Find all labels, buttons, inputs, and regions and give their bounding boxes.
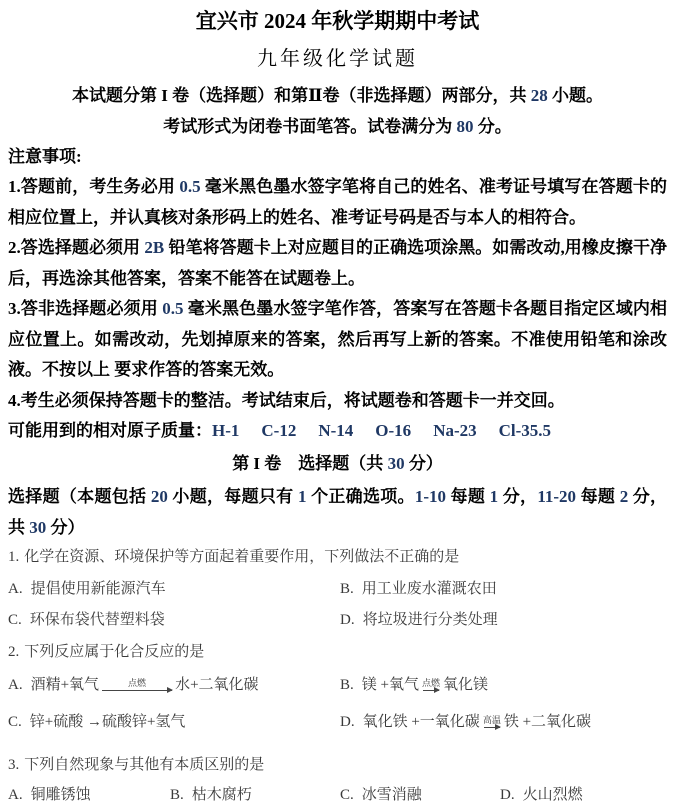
section-desc-text: 小题，每题只有	[167, 487, 299, 506]
question-1-options-row-2	[8, 605, 667, 636]
notice-number: 2B	[144, 238, 165, 257]
equation-rhs: 氧化镁	[443, 677, 489, 693]
option-label: C.	[8, 612, 22, 628]
atomic-mass-value: Cl-35.5	[498, 421, 552, 440]
equation-lhs: 酒精+氧气	[30, 677, 100, 693]
notice-heading: 注意事项:	[8, 147, 82, 166]
option-label: A.	[8, 581, 23, 597]
question-text: 化学在资源、环境保护等方面起着重要作用，下列做法不正确的是	[24, 549, 460, 565]
option-3c	[340, 780, 500, 811]
intro-number: 28	[530, 86, 548, 105]
question-2-stem	[8, 638, 667, 667]
option-label: C.	[340, 787, 354, 803]
section-heading-text: 分）	[404, 454, 443, 473]
question-3-stem	[8, 751, 667, 780]
question-2-options-row-2	[8, 704, 667, 741]
notice-item-2	[8, 233, 667, 294]
notice-number: 0.5	[162, 299, 184, 318]
notice-text: 2.答选择题必须用	[8, 238, 145, 257]
atomic-mass-value: C-12	[261, 421, 297, 440]
notice-item-1	[8, 172, 667, 233]
question-number: 2.	[8, 644, 20, 660]
option-2d	[340, 704, 667, 741]
question-text: 下列自然现象与其他有本质区别的是	[24, 757, 265, 773]
option-label: B.	[340, 581, 354, 597]
intro-number: 80	[456, 117, 474, 136]
page-title: 宜兴市 2024 年秋学期期中考试	[195, 9, 480, 33]
equation-lhs: 氧化铁 +一氧化碳	[362, 714, 480, 730]
intro-text: 小题。	[547, 86, 603, 105]
atomic-mass-value: H-1	[212, 421, 240, 440]
option-label: D.	[500, 787, 515, 803]
intro-text: 考试形式为闭卷书面笔答。试卷满分为	[163, 117, 457, 136]
option-text: 铜雕锈蚀	[30, 787, 91, 803]
section-desc-text: 选择题（本题包括	[8, 487, 151, 506]
option-3d	[500, 780, 667, 811]
option-label: B.	[340, 677, 354, 693]
arrow-line	[102, 690, 172, 692]
option-label: D.	[340, 714, 355, 730]
section-heading-number: 30	[387, 454, 405, 473]
option-label: B.	[170, 787, 184, 803]
option-label: C.	[8, 714, 22, 730]
option-1b	[340, 574, 667, 605]
section-desc	[8, 481, 667, 543]
notice-number: 0.5	[179, 177, 201, 196]
equation-rhs: 水+二氧化碳	[175, 677, 259, 693]
option-text: 枯木腐朽	[191, 787, 252, 803]
atomic-mass-line	[8, 416, 667, 446]
option-text: 将垃圾进行分类处理	[362, 612, 498, 628]
atomic-mass-value: N-14	[318, 421, 354, 440]
section-desc-text: 每题	[576, 487, 620, 506]
section-desc-number: 20	[150, 487, 168, 506]
option-1a	[8, 574, 340, 605]
intro-line-2	[8, 111, 667, 142]
notice-item-4: 4.考生必须保持答题卡的整洁。考试结束后，将试题卷和答题卡一并交回。	[8, 390, 565, 410]
question-text: 下列反应属于化合反应的是	[24, 644, 205, 660]
section-desc-number: 30	[29, 518, 47, 537]
question-number: 1.	[8, 549, 20, 565]
notice-item-3	[8, 294, 667, 386]
section-desc-text: 分）	[46, 518, 85, 537]
intro-line-1	[8, 80, 667, 111]
notice-text: 毫米黑色墨水签字笔作答，答案写在答题卡各题目指定区域内相应位置上。如需改动，先划掉原来的答案，然后再写上新的答案。不准使用铅笔和涂改液。不按以上 要求作答的答案无效。	[8, 299, 668, 379]
reaction-arrow	[483, 715, 501, 729]
reaction-condition: 点燃	[421, 677, 440, 688]
question-2-options-row-1	[8, 667, 667, 704]
reaction-condition: 高温	[482, 714, 501, 725]
option-label: D.	[340, 612, 355, 628]
atomic-mass-value: Na-23	[433, 421, 477, 440]
option-2b	[340, 667, 667, 704]
section-heading-text: 第 I 卷 选择题（共	[232, 454, 388, 473]
option-text: 提倡使用新能源汽车	[30, 581, 166, 597]
option-2c	[8, 704, 340, 741]
section-heading	[8, 446, 667, 481]
atomic-mass-label: 可能用到的相对原子质量：	[8, 421, 212, 440]
notice-text: 1.答题前，考生务必用	[8, 177, 180, 196]
section-desc-text: 分，共	[8, 487, 668, 537]
option-text: 环保布袋代替塑料袋	[29, 612, 165, 628]
option-label: A.	[8, 787, 23, 803]
arrow-line	[484, 727, 500, 729]
question-1-options-row-1	[8, 574, 667, 605]
option-text: 冰雪消融	[361, 787, 422, 803]
option-3a	[8, 780, 170, 811]
intro-text: 本试题分第 I 卷（选择题）和第Ⅱ卷（非选择题）两部分，共	[72, 86, 531, 105]
section-desc-number: 1	[489, 487, 499, 506]
option-1d	[340, 605, 667, 636]
atomic-mass-value: O-16	[375, 421, 412, 440]
option-2a	[8, 667, 340, 704]
notice-text: 铅笔将答题卡上对应题目的正确选项涂黑。如需改动,用橡皮擦干净后，再选涂其他答案，答案不能答在试题卷上。	[8, 238, 668, 288]
reaction-arrow	[422, 678, 440, 692]
option-text: 火山烈燃	[522, 787, 583, 803]
reaction-condition: 点燃	[128, 677, 147, 688]
option-3b	[170, 780, 340, 811]
equation-lhs: 镁 +氧气	[361, 677, 419, 693]
intro-text: 分。	[473, 117, 512, 136]
notice-text: 毫米黑色墨水签字笔将自己的姓名、准考证号填写在答题卡的相应位置上，并认真核对条形码上的姓名、准考证号码是否与本人的相符合。	[8, 177, 668, 227]
section-desc-number: 11-20	[537, 487, 577, 506]
section-desc-number: 1-10	[414, 487, 446, 506]
option-1c	[8, 605, 340, 636]
question-1-stem	[8, 543, 667, 572]
section-desc-text: 每题	[446, 487, 490, 506]
section-desc-number: 2	[619, 487, 629, 506]
equation-text: 锌+硫酸 →硫酸锌+氢气	[29, 714, 186, 730]
section-desc-text: 分，	[498, 487, 538, 506]
equation-rhs: 铁 +二氧化碳	[503, 714, 592, 730]
section-desc-number: 1	[298, 487, 307, 506]
arrow-line	[423, 690, 439, 692]
reaction-arrow	[102, 678, 172, 692]
section-desc-text: 个正确选项。	[306, 487, 415, 506]
page-subtitle: 九年级化学试题	[257, 48, 418, 70]
notice-text: 3.答非选择题必须用	[8, 299, 163, 318]
question-3-options-row	[8, 780, 667, 811]
option-label: A.	[8, 677, 23, 693]
option-text: 用工业废水灌溉农田	[361, 581, 497, 597]
question-number: 3.	[8, 757, 20, 773]
